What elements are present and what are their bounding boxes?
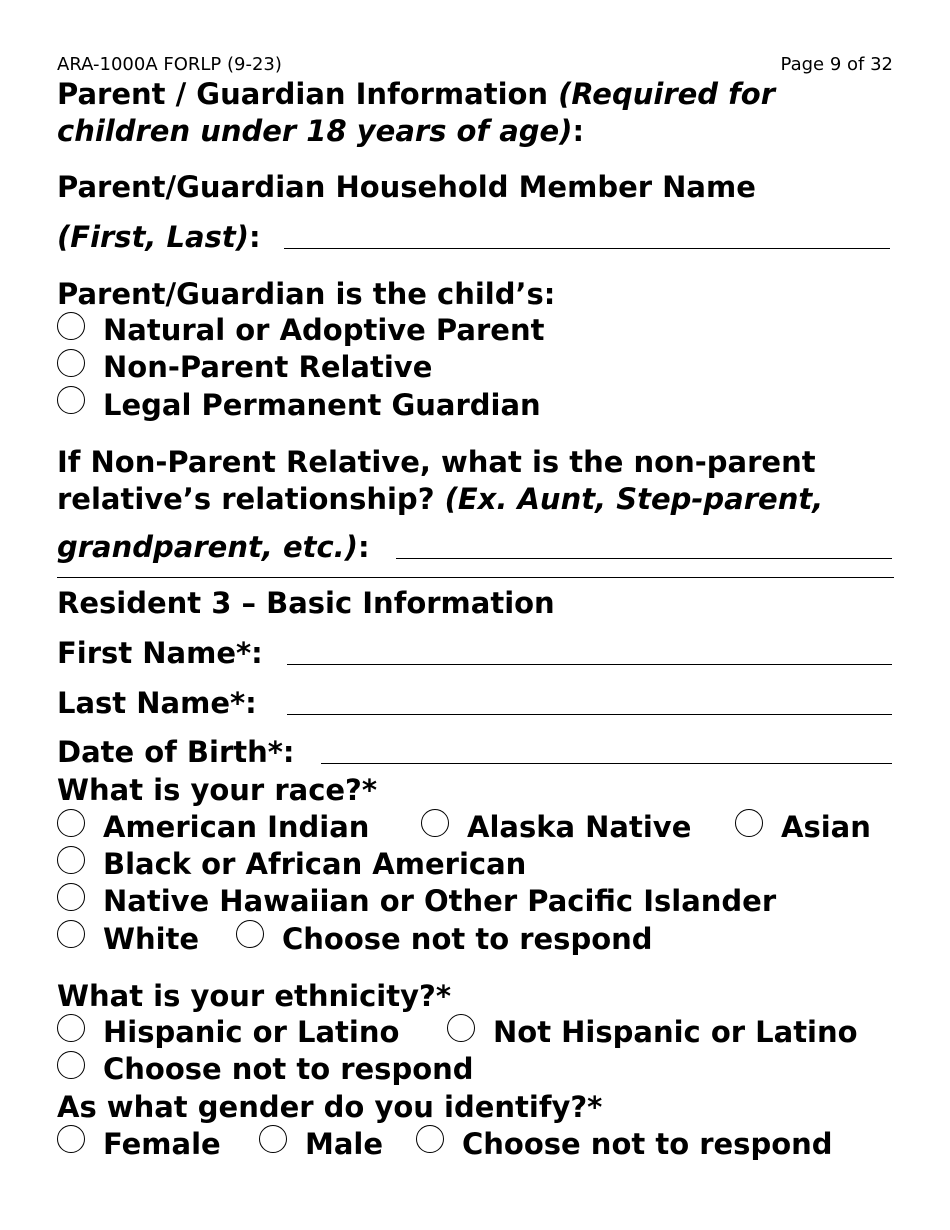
form-id: ARA-1000A FORLP (9-23): [57, 54, 282, 75]
option-nonparent-relative: Non-Parent Relative: [103, 350, 433, 384]
guardian-name-field[interactable]: [284, 248, 890, 249]
nonparent-q2-text: relative’s relationship?: [57, 482, 445, 516]
nonparent-q2-example: (Ex. Aunt, Step-parent,: [444, 482, 824, 516]
relation-label: Parent/Guardian is the child’s:: [57, 277, 556, 311]
option-not-hispanic-latino: Not Hispanic or Latino: [493, 1015, 858, 1049]
page-number: Page 9 of 32: [780, 54, 893, 75]
parent-title-italic: (Required for: [558, 77, 775, 111]
radio-gender-no-response[interactable]: [416, 1125, 444, 1153]
option-white: White: [103, 922, 200, 956]
relationship-field[interactable]: [396, 558, 892, 559]
radio-female[interactable]: [57, 1125, 85, 1153]
option-gender-no-response: Choose not to respond: [462, 1127, 833, 1161]
radio-native-hawaiian[interactable]: [57, 883, 85, 911]
option-asian: Asian: [781, 810, 871, 844]
dob-label: Date of Birth*:: [57, 735, 295, 769]
radio-male[interactable]: [259, 1125, 287, 1153]
guardian-name-label: Parent/Guardian Household Member Name: [57, 170, 756, 204]
parent-title-colon: :: [572, 114, 585, 148]
dob-field[interactable]: [321, 763, 892, 764]
radio-hispanic-latino[interactable]: [57, 1014, 85, 1042]
resident-section-title: Resident 3 – Basic Information: [57, 586, 555, 620]
race-question: What is your race?*: [57, 773, 378, 807]
radio-white[interactable]: [57, 920, 85, 948]
radio-not-hispanic-latino[interactable]: [447, 1014, 475, 1042]
radio-american-indian[interactable]: [57, 809, 85, 837]
last-name-field[interactable]: [287, 714, 892, 715]
radio-alaska-native[interactable]: [421, 809, 449, 837]
option-legal-guardian: Legal Permanent Guardian: [103, 388, 541, 422]
first-last-hint: (First, Last): [57, 220, 249, 254]
option-natural-parent: Natural or Adoptive Parent: [103, 313, 545, 347]
radio-race-no-response[interactable]: [236, 920, 264, 948]
gender-question: As what gender do you identify?*: [57, 1090, 603, 1124]
nonparent-question-3: [57, 530, 370, 564]
option-race-no-response: Choose not to respond: [282, 922, 653, 956]
option-hispanic-latino: Hispanic or Latino: [103, 1015, 400, 1049]
option-black-african-american: Black or African American: [103, 847, 527, 881]
option-female: Female: [103, 1127, 221, 1161]
parent-title-bold: Parent / Guardian Information: [57, 77, 559, 111]
first-name-label: First Name*:: [57, 636, 263, 670]
name-colon: :: [248, 220, 261, 254]
option-ethnicity-no-response: Choose not to respond: [103, 1052, 474, 1086]
radio-legal-guardian[interactable]: [57, 386, 85, 414]
nonparent-question-1: If Non-Parent Relative, what is the non-parent: [57, 445, 816, 479]
radio-natural-parent[interactable]: [57, 312, 85, 340]
option-native-hawaiian: Native Hawaiian or Other Pacific Islander: [103, 884, 777, 918]
radio-ethnicity-no-response[interactable]: [57, 1051, 85, 1079]
radio-black-african-american[interactable]: [57, 846, 85, 874]
parent-title-italic-2: children under 18 years of age): [57, 114, 573, 148]
parent-section-title-cont: [57, 114, 585, 148]
guardian-name-label-2: [57, 220, 261, 254]
first-name-field[interactable]: [287, 664, 892, 665]
option-american-indian: American Indian: [103, 810, 370, 844]
nonparent-q3-example: grandparent, etc.): [57, 530, 358, 564]
ethnicity-question: What is your ethnicity?*: [57, 979, 451, 1013]
option-alaska-native: Alaska Native: [467, 810, 692, 844]
radio-asian[interactable]: [735, 809, 763, 837]
nonparent-question-2: [57, 482, 824, 516]
parent-section-title: [57, 77, 775, 111]
last-name-label: Last Name*:: [57, 686, 257, 720]
section-divider: [57, 577, 894, 578]
nonparent-q3-colon: :: [357, 530, 370, 564]
radio-nonparent-relative[interactable]: [57, 349, 85, 377]
option-male: Male: [305, 1127, 384, 1161]
